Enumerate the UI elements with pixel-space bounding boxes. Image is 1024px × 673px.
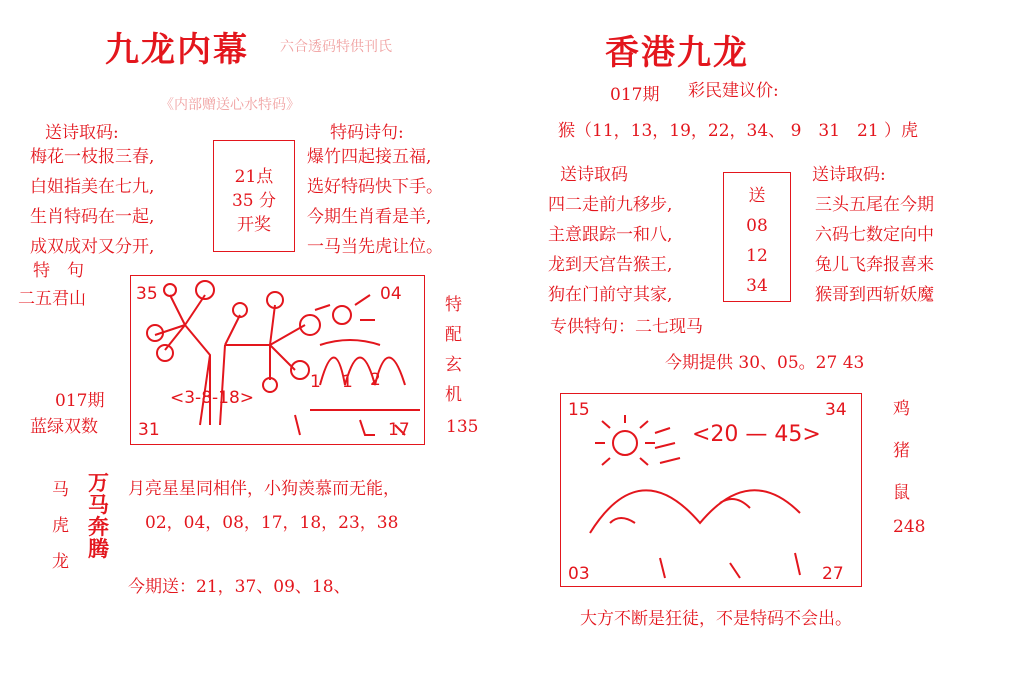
- sketch-number: <20 — 45>: [692, 422, 821, 447]
- zodiac-char: 马: [52, 480, 69, 500]
- pick-line: 猴（11，13，19，22，34、 9 31 21 ）虎: [558, 121, 919, 141]
- poem-line: 今期生肖看是羊,: [307, 207, 432, 227]
- poem-line: 生肖特码在一起,: [30, 207, 155, 227]
- zodiac-list: [52, 472, 69, 580]
- draw-time-line: 35 分: [231, 191, 277, 211]
- footer-slogan: 大方不断是狂徒，不是特码不会出。: [580, 609, 852, 629]
- poem-line: 龙到天宫告猴王,: [548, 255, 673, 275]
- send-item: 12: [746, 246, 768, 266]
- sketch-number: 04: [380, 284, 402, 304]
- poem-line: 主意跟踪一和八,: [548, 225, 673, 245]
- poem-line: 狗在门前守其家,: [548, 285, 673, 305]
- poem-line: 兔儿飞奔报喜来: [815, 255, 934, 275]
- poem-heading: 送诗取码:: [45, 123, 119, 143]
- poem-line: 一马当先虎让位。: [307, 237, 443, 257]
- side-zodiac: [893, 388, 910, 514]
- send-box: [723, 172, 791, 302]
- special-heading: 特码诗句:: [330, 123, 404, 143]
- zodiac-char: 鼠: [893, 483, 910, 503]
- draw-time-line: 开奖: [237, 215, 271, 235]
- sketch-number: 34: [825, 400, 847, 420]
- rhyme-line: 月亮星星同相伴，小狗羡慕而无能，: [128, 479, 400, 499]
- poem-heading-left: 送诗取码: [560, 165, 628, 185]
- send-item: 08: [746, 216, 768, 236]
- slogan: 万马奔腾: [88, 471, 109, 561]
- send-item: 34: [746, 276, 768, 296]
- color-hint: 蓝绿双数: [30, 417, 98, 437]
- verse-label: 特 句: [33, 261, 84, 281]
- sketch-number: 35: [136, 284, 158, 304]
- poem-line: 三头五尾在今期: [815, 195, 934, 215]
- sketch-number: 17: [388, 420, 410, 440]
- poem-line: 四二走前九移步,: [548, 195, 673, 215]
- poem-line: 爆竹四起接五福,: [307, 147, 432, 167]
- draw-time-line: 21点: [234, 167, 274, 187]
- poem: [30, 142, 154, 262]
- sketch-number: <3-8-18>: [170, 388, 255, 408]
- special-verse: 专供特句：二七现马: [550, 317, 703, 337]
- right-issue: 017期: [610, 85, 660, 105]
- poem-line: 选好特码快下手。: [307, 177, 443, 197]
- left-subtitle: 六合透码特供刊氏: [280, 39, 392, 55]
- poem-line: 六码七数定向中: [815, 225, 934, 245]
- sketch-number: 27: [822, 564, 844, 584]
- zodiac-char: 鸡: [893, 399, 910, 419]
- price-label: 彩民建议价:: [688, 81, 779, 101]
- poem-line: 猴哥到西斩妖魔: [815, 285, 934, 305]
- side-char: 机: [445, 385, 462, 405]
- sketch-number: 2: [370, 370, 381, 390]
- today-numbers: 今期提供 30、05。27 43: [665, 353, 865, 373]
- verse: 二五君山: [18, 289, 86, 309]
- sketch-number: 1: [310, 372, 321, 392]
- sketch-number: 03: [568, 564, 590, 584]
- side-vertical: [445, 290, 462, 410]
- gift-numbers: 今期送：21，37、09、18、: [128, 577, 351, 597]
- poem-line: 白姐指美在七九,: [30, 177, 155, 197]
- right-side-number: 248: [893, 517, 926, 537]
- right-title: 香港九龙: [605, 33, 749, 73]
- send-item: 送: [748, 186, 766, 206]
- draw-time-box: [213, 140, 295, 252]
- sketch-number: 1: [342, 372, 353, 392]
- special-poem: [307, 142, 443, 262]
- zodiac-char: 龙: [52, 552, 69, 572]
- zodiac-char: 虎: [52, 516, 69, 536]
- sketch-number: 15: [568, 400, 590, 420]
- sun-mountain-sketch: [560, 393, 860, 585]
- left-title: 九龙内幕: [105, 30, 249, 70]
- left-banner: 《内部赠送心水特码》: [160, 97, 300, 113]
- poem-line: 梅花一枝报三春,: [30, 147, 155, 167]
- sketch-number: 31: [138, 420, 160, 440]
- poem-heading-right: 送诗取码:: [812, 165, 886, 185]
- side-char: 玄: [445, 355, 462, 375]
- side-char: 配: [445, 325, 462, 345]
- tree-sun-sketch: [130, 275, 423, 443]
- poem-line: 成双成对又分开,: [30, 237, 155, 257]
- issue: 017期: [55, 391, 105, 411]
- number-list: 02，04，08，17，18，23，38: [145, 513, 399, 533]
- poem-left: [548, 190, 672, 310]
- side-char: 特: [445, 295, 462, 315]
- zodiac-char: 猪: [893, 441, 910, 461]
- side-number: 135: [446, 417, 479, 437]
- poem-right: [815, 190, 934, 310]
